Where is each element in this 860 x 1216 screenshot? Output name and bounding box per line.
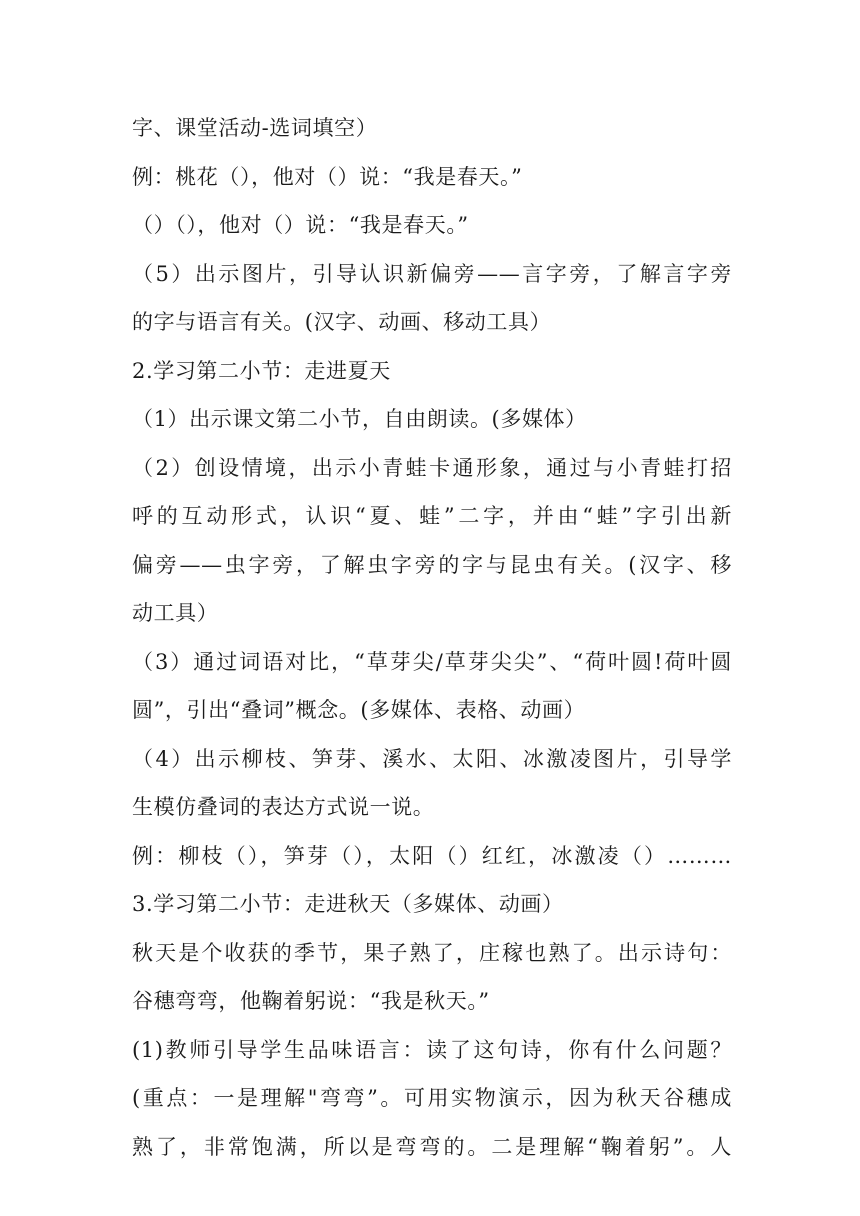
text-line-4: （5）出示图片，引导认识新偏旁——言字旁，了解言字旁 (132, 261, 732, 286)
text-line-21: (重点：一是理解"弯弯”。可用实物演示，因为秋天谷穗成 (132, 1086, 732, 1110)
text-line-12: （3）通过词语对比，“草芽尖/草芽尖尖”、“荷叶圆!荷叶圆 (132, 649, 732, 674)
document-page (132, 104, 732, 1171)
section-heading-autumn: 3.学习第二小节：走进秋天（多媒体、动画） (132, 892, 564, 916)
text-line-18: 秋天是个收获的季节，果子熟了，庄稼也熟了。出示诗句： (132, 940, 732, 965)
text-line-15: 生模仿叠词的表达方式说一说。 (132, 795, 435, 819)
text-line-19: 谷穗弯弯，他鞠着躬说：“我是秋天。” (132, 989, 490, 1013)
text-line-2: 例：桃花（），他对（）说：“我是春天。” (132, 164, 523, 189)
text-line-11: 动工具） (132, 601, 219, 625)
text-line-5: 的字与语言有关。(汉字、动画、移动工具） (132, 310, 552, 334)
text-line-9: 呼的互动形式，认识“夏、蛙”二字，并由“蛙”字引出新 (132, 504, 732, 528)
text-line-14: （4）出示柳枝、笋芽、溪水、太阳、冰激凌图片，引导学 (132, 746, 732, 771)
text-line-20: (1)教师引导学生品味语言：读了这句诗，你有什么问题？ (132, 1037, 732, 1062)
text-line-16: 例：柳枝（），笋芽（），太阳（）红红，冰激凌（）……… (132, 843, 732, 868)
text-line-22: 熟了，非常饱满，所以是弯弯的。二是理解“鞠着躬”。人 (132, 1134, 732, 1159)
text-line-1: 字、课堂活动-选词填空） (132, 116, 378, 140)
text-line-10: 偏旁——虫字旁，了解虫字旁的字与昆虫有关。(汉字、移 (132, 552, 732, 577)
text-line-3: （）（），他对（）说：“我是春天。” (132, 213, 469, 237)
text-line-13: 圆”，引出“叠词”概念。(多媒体、表格、动画） (132, 698, 586, 722)
text-line-8: （2）创设情境，出示小青蛙卡通形象，通过与小青蛙打招 (132, 455, 732, 480)
text-line-7: （1）出示课文第二小节，自由朗读。(多媒体） (132, 407, 587, 431)
section-heading-summer: 2.学习第二小节：走进夏天 (132, 358, 391, 383)
